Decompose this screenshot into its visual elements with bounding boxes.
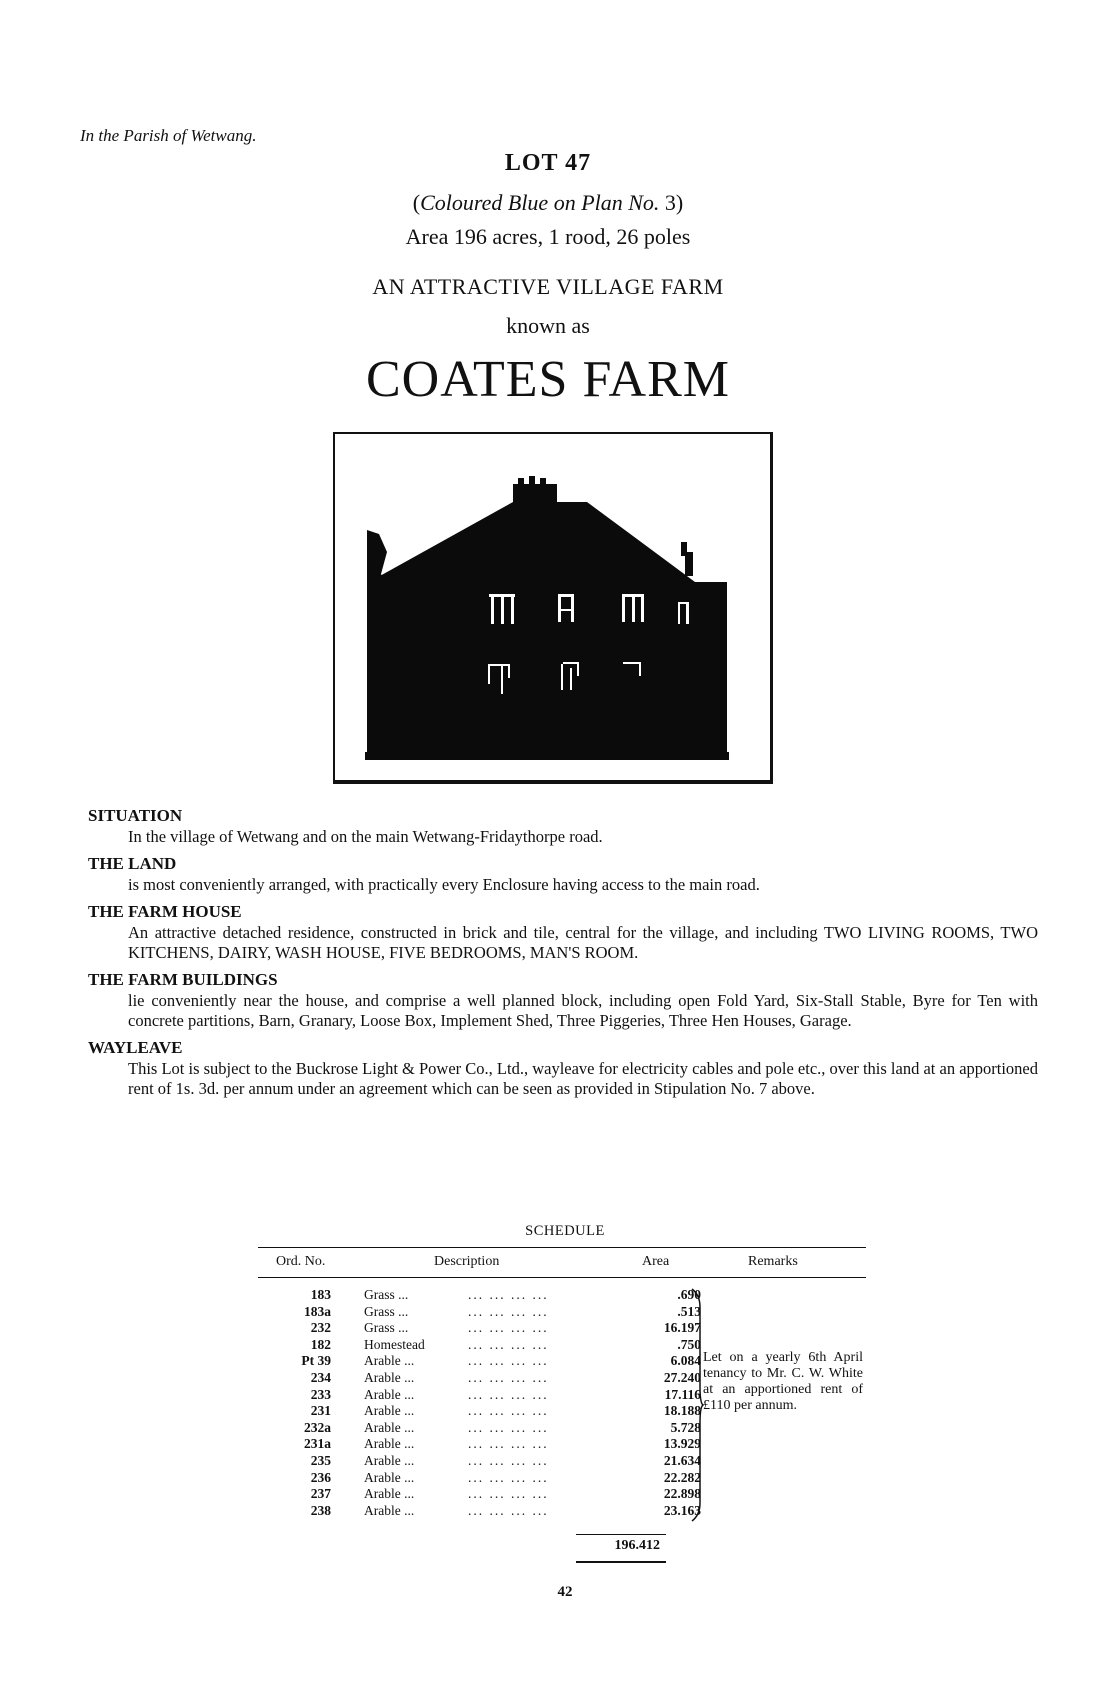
table-row	[258, 1453, 866, 1470]
cell-ord: 231a	[304, 1436, 331, 1452]
cell-area: 22.282	[663, 1469, 701, 1485]
table-row	[258, 1503, 866, 1520]
section-wayleave	[88, 1037, 1038, 1099]
cell-leader-dots: ... ... ... ...	[468, 1336, 549, 1352]
cell-area: 23.163	[663, 1502, 701, 1518]
house-body	[369, 502, 695, 758]
cell-leader-dots: ... ... ... ...	[468, 1486, 549, 1502]
cell-leader-dots: ... ... ... ...	[468, 1353, 549, 1369]
cell-area: .513	[677, 1303, 701, 1319]
cell-area: .750	[677, 1336, 701, 1352]
section-situation	[88, 805, 1038, 847]
cell-description: Arable ...	[364, 1486, 415, 1502]
header-area: Area	[642, 1254, 670, 1269]
cell-description: Grass ...	[364, 1303, 409, 1319]
table-row	[258, 1486, 866, 1503]
cell-description: Arable ...	[364, 1386, 415, 1402]
chimney-stack	[513, 484, 557, 510]
cell-ord: 182	[310, 1336, 331, 1352]
schedule-title: SCHEDULE	[525, 1223, 605, 1239]
cell-leader-dots: ... ... ... ...	[468, 1320, 549, 1336]
cell-ord: 238	[310, 1502, 331, 1518]
table-row	[258, 1420, 866, 1437]
table-rule-top	[258, 1247, 866, 1248]
total-rule	[576, 1534, 666, 1535]
section-heading: SITUATION	[88, 806, 183, 825]
section-body: lie conveniently near the house, and comprise a well planned block, including open Fold Yard, Six-Stall Stable, Byre for Ten with concrete partitions, Barn, Granary, Loose Box, Implement Shed, Three Piggeries, Three Hen Houses, Garage.	[128, 991, 1038, 1030]
section-body: This Lot is subject to the Buckrose Light & Power Co., Ltd., wayleave for electricity cables and pole etc., over this land at an apportioned rent of 1s. 3d. per annum under an agreement which can be seen as provided in Stipulation No. 7 above.	[128, 1059, 1038, 1098]
cell-ord: 231	[310, 1403, 331, 1419]
table-row	[258, 1304, 866, 1321]
table-row	[258, 1470, 866, 1487]
cell-leader-dots: ... ... ... ...	[468, 1303, 549, 1319]
farm-name: COATES FARM	[365, 351, 730, 408]
section-farm-buildings	[88, 969, 1038, 1031]
header-ord: Ord. No.	[276, 1254, 326, 1269]
section-land	[88, 853, 1038, 895]
cell-leader-dots: ... ... ... ...	[468, 1369, 549, 1385]
cell-area: 16.197	[663, 1320, 701, 1336]
cell-ord: 232	[310, 1320, 331, 1336]
cell-leader-dots: ... ... ... ...	[468, 1419, 549, 1435]
cell-ord: 233	[310, 1386, 331, 1402]
total-double-rule	[576, 1561, 666, 1563]
cell-ord: 183a	[304, 1303, 331, 1319]
section-farm-house	[88, 901, 1038, 963]
cell-ord: 236	[310, 1469, 331, 1485]
remarks-brace-icon	[690, 1287, 704, 1523]
cell-leader-dots: ... ... ... ...	[468, 1386, 549, 1402]
cell-description: Arable ...	[364, 1403, 415, 1419]
lot-number: LOT 47	[504, 150, 592, 176]
parish-note: In the Parish of Wetwang.	[80, 126, 257, 145]
cell-ord: 232a	[304, 1419, 331, 1435]
cell-description: Arable ...	[364, 1452, 415, 1468]
cell-ord: Pt 39	[301, 1353, 331, 1369]
cell-description: Arable ...	[364, 1436, 415, 1452]
farmhouse-photo	[333, 432, 773, 784]
cell-leader-dots: ... ... ... ...	[468, 1502, 549, 1518]
plan-note-open: (	[412, 190, 421, 215]
cell-leader-dots: ... ... ... ...	[468, 1287, 549, 1302]
cell-ord: 234	[310, 1369, 331, 1385]
section-body: In the village of Wetwang and on the main Wetwang-Fridaythorpe road.	[128, 827, 603, 846]
plan-note	[0, 190, 1096, 216]
cell-description: Arable ...	[364, 1419, 415, 1435]
table-row	[258, 1287, 866, 1304]
cell-description: Arable ...	[364, 1469, 415, 1485]
cell-description: Homestead	[364, 1336, 425, 1352]
table-row	[258, 1436, 866, 1453]
cell-ord: 235	[310, 1452, 331, 1468]
cell-description: Arable ...	[364, 1502, 415, 1518]
cell-area: 5.728	[670, 1419, 701, 1435]
cell-area: 13.929	[663, 1436, 701, 1452]
cell-leader-dots: ... ... ... ...	[468, 1436, 549, 1452]
table-row	[258, 1320, 866, 1337]
section-heading: WAYLEAVE	[88, 1038, 183, 1057]
cell-ord: 237	[310, 1486, 331, 1502]
cell-leader-dots: ... ... ... ...	[468, 1452, 549, 1468]
section-heading: THE LAND	[88, 854, 177, 873]
cell-leader-dots: ... ... ... ...	[468, 1469, 549, 1485]
known-as: known as	[506, 313, 590, 338]
remarks-text: Let on a yearly 6th April tenancy to Mr. C. W. White at an apportioned rent of £110 per annum.	[703, 1350, 863, 1413]
header-remarks: Remarks	[748, 1254, 798, 1269]
header-description: Description	[434, 1254, 500, 1269]
section-heading: THE FARM HOUSE	[88, 902, 242, 921]
cell-description: Arable ...	[364, 1369, 415, 1385]
headline: AN ATTRACTIVE VILLAGE FARM	[372, 274, 724, 299]
cell-description: Arable ...	[364, 1353, 415, 1369]
cell-leader-dots: ... ... ... ...	[468, 1403, 549, 1419]
plan-note-num: 3)	[659, 190, 684, 215]
cell-area: 21.634	[663, 1452, 701, 1468]
area-total: 196.412	[614, 1538, 660, 1553]
lot-area: Area 196 acres, 1 rood, 26 poles	[405, 224, 691, 249]
cell-area: 27.240	[663, 1369, 701, 1385]
plan-note-italic: Coloured Blue on Plan No.	[420, 190, 660, 215]
cell-description: Grass ...	[364, 1287, 409, 1302]
cell-ord: 183	[310, 1287, 331, 1302]
table-rule-header	[258, 1277, 866, 1278]
cell-area: .690	[677, 1287, 701, 1302]
farmhouse-silhouette	[335, 434, 771, 780]
cell-area: 18.188	[663, 1403, 701, 1419]
cell-description: Grass ...	[364, 1320, 409, 1336]
cell-area: 22.898	[663, 1486, 701, 1502]
cell-area: 6.084	[670, 1353, 701, 1369]
section-body: is most conveniently arranged, with practically every Enclosure having access to the main road.	[128, 875, 760, 894]
cell-area: 17.116	[664, 1386, 701, 1402]
section-body: An attractive detached residence, constructed in brick and tile, central for the village, and including TWO LIVING ROOMS, TWO KITCHENS, DAIRY, WASH HOUSE, FIVE BEDROOMS, MAN'S ROOM.	[128, 923, 1038, 962]
description-sections	[88, 805, 1038, 1105]
section-heading: THE FARM BUILDINGS	[88, 970, 278, 989]
page-number: 42	[557, 1584, 573, 1600]
